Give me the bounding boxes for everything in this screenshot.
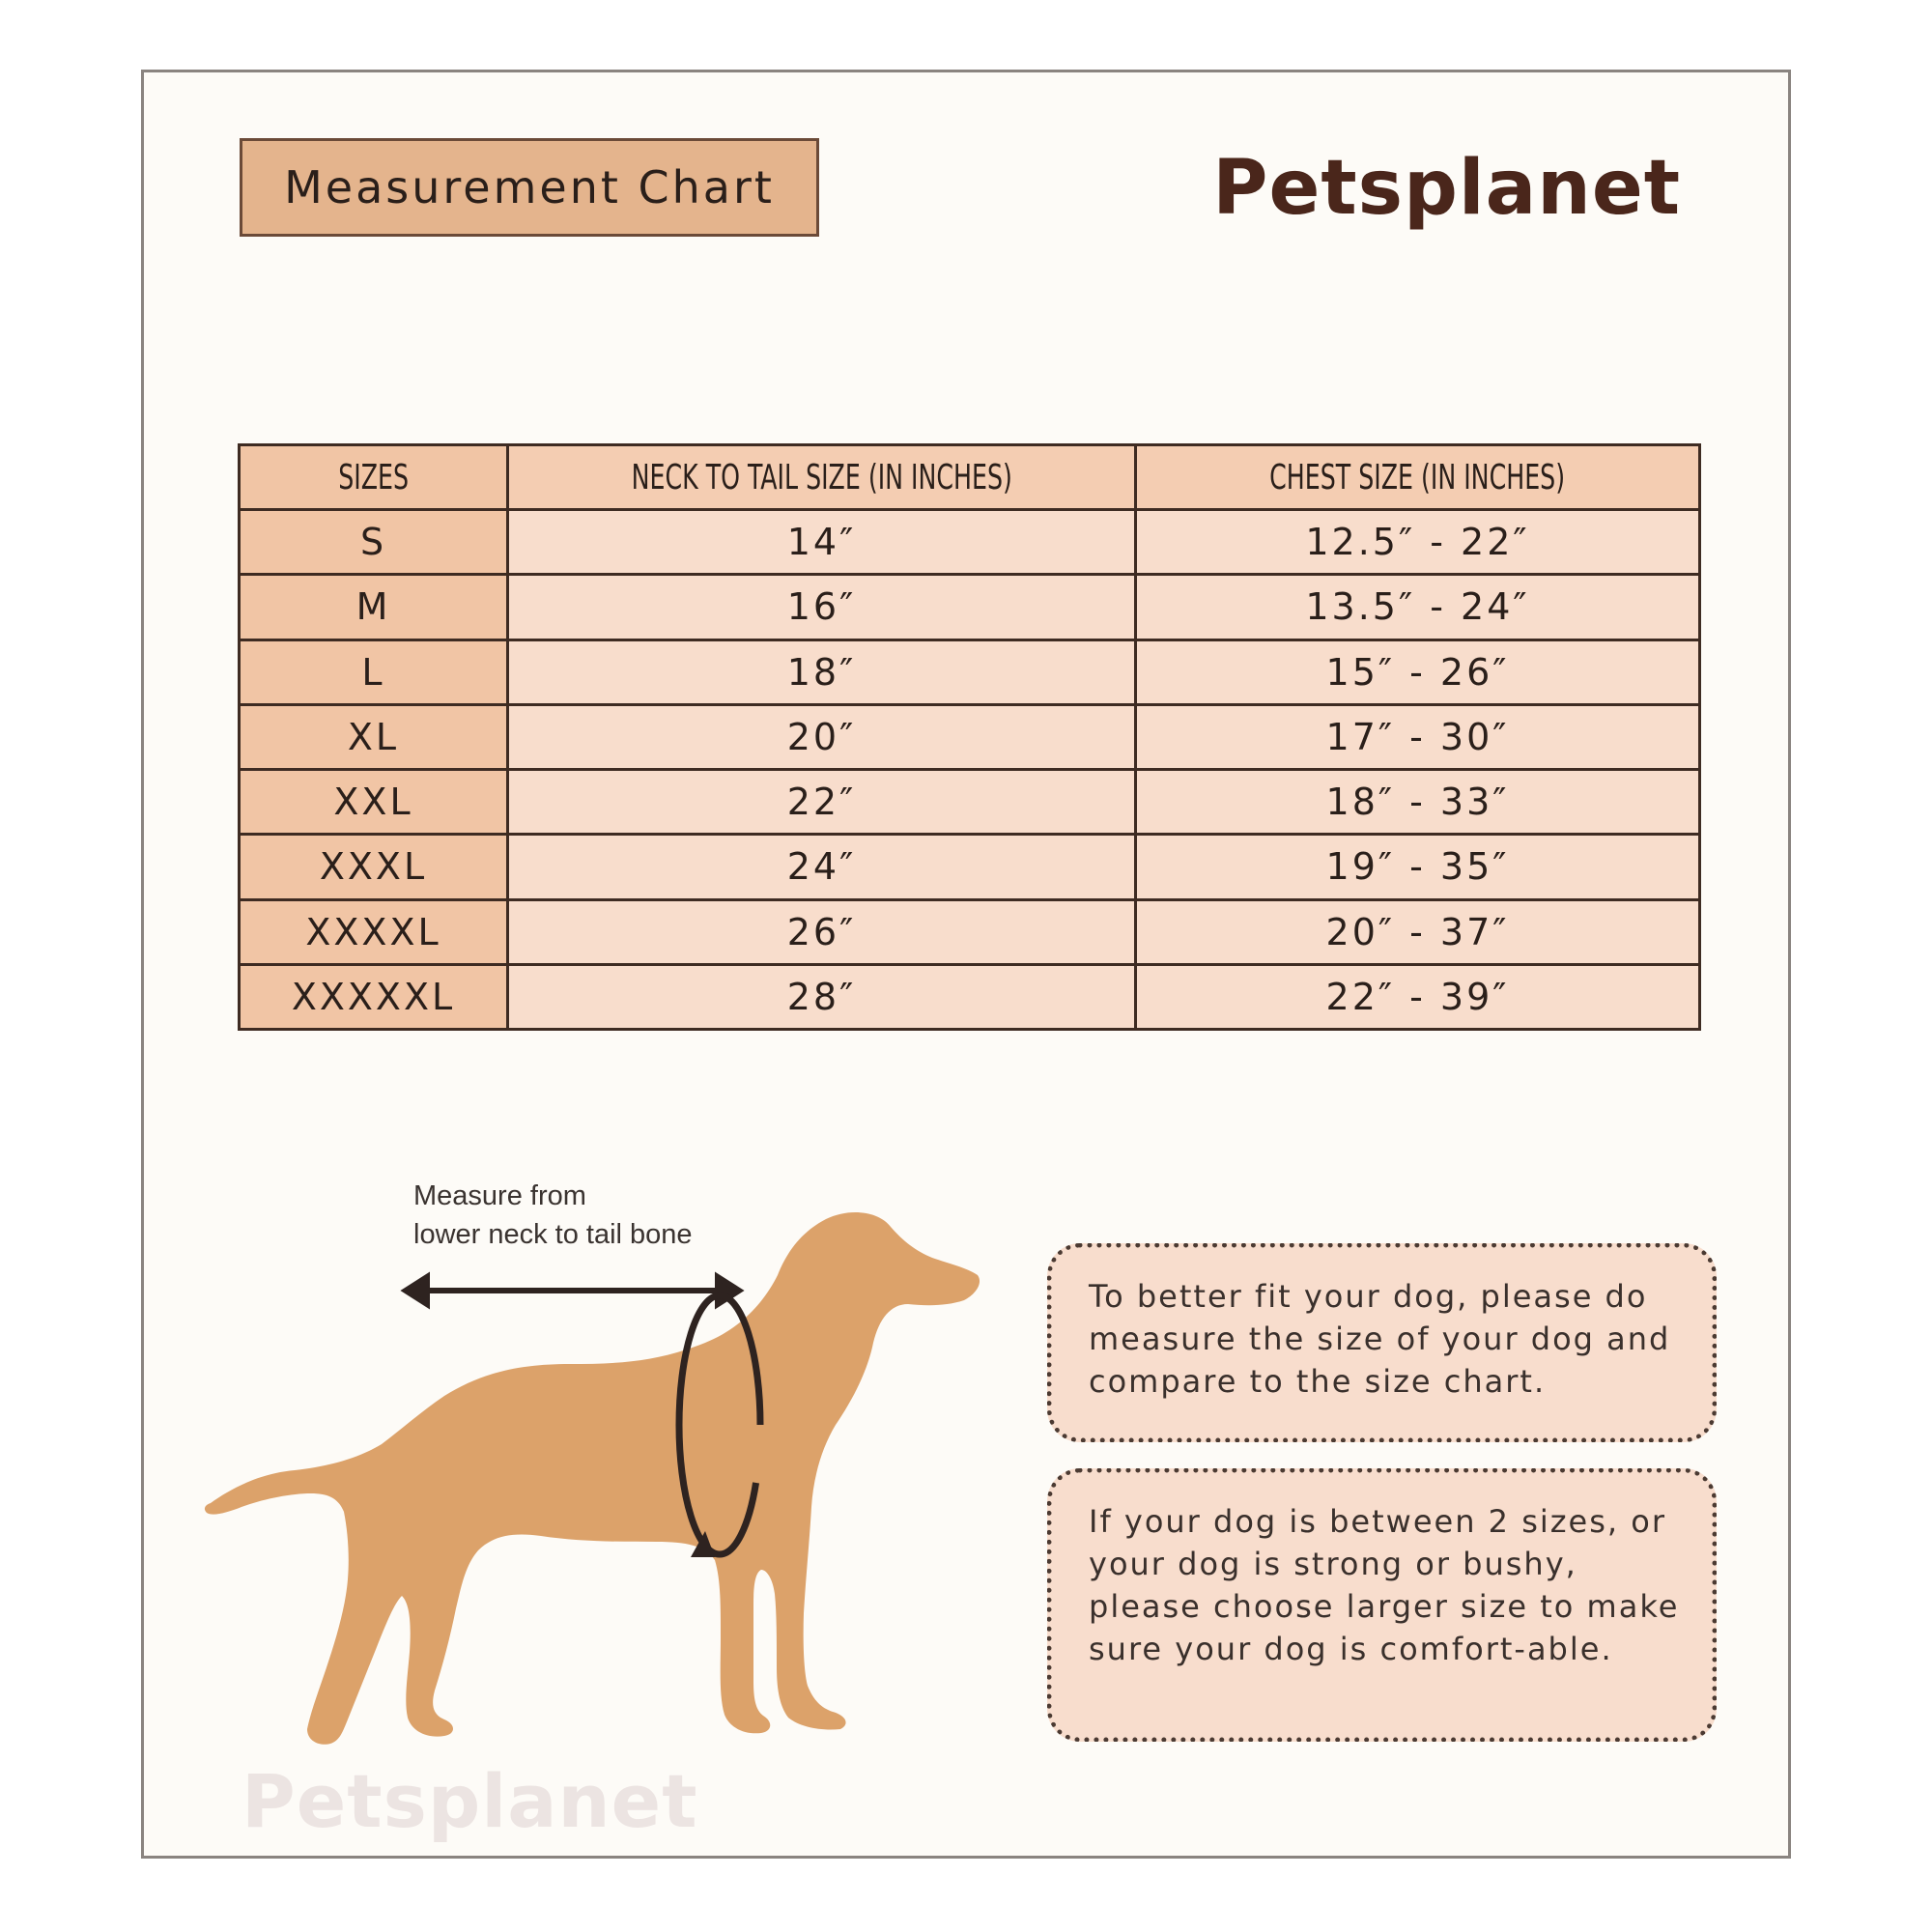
neck-to-tail-cell: 18″: [508, 639, 1136, 704]
chest-cell: 17″ - 30″: [1136, 704, 1700, 769]
neck-to-tail-cell: 14″: [508, 510, 1136, 575]
size-cell: S: [240, 510, 508, 575]
double-arrow-icon: [406, 1277, 739, 1304]
header-chest: CHEST SIZE (IN INCHES): [1136, 445, 1700, 510]
measure-instruction-line1: Measure from: [413, 1180, 586, 1211]
size-table: [238, 443, 1701, 1031]
measure-instruction-line2: lower neck to tail bone: [413, 1219, 693, 1250]
chest-cell: 19″ - 35″: [1136, 835, 1700, 899]
header-sizes: SIZES: [240, 445, 508, 510]
size-cell: XXXL: [240, 835, 508, 899]
neck-to-tail-cell: 26″: [508, 899, 1136, 964]
table-row: [240, 510, 1700, 575]
header-neck-to-tail: NECK TO TAIL SIZE (IN INCHES): [508, 445, 1136, 510]
table-row: [240, 964, 1700, 1029]
page-title: Measurement Chart: [240, 138, 819, 237]
neck-to-tail-cell: 24″: [508, 835, 1136, 899]
size-cell: XXXXL: [240, 899, 508, 964]
table-body: [240, 510, 1700, 1030]
neck-to-tail-cell: 16″: [508, 575, 1136, 639]
size-cell: L: [240, 639, 508, 704]
neck-to-tail-cell: 22″: [508, 770, 1136, 835]
size-cell: XL: [240, 704, 508, 769]
neck-to-tail-cell: 28″: [508, 964, 1136, 1029]
table-row: [240, 575, 1700, 639]
size-cell: XXXXXL: [240, 964, 508, 1029]
chest-cell: 13.5″ - 24″: [1136, 575, 1700, 639]
chest-cell: 22″ - 39″: [1136, 964, 1700, 1029]
table-row: [240, 639, 1700, 704]
chest-cell: 15″ - 26″: [1136, 639, 1700, 704]
table-row: [240, 835, 1700, 899]
chest-cell: 12.5″ - 22″: [1136, 510, 1700, 575]
size-cell: M: [240, 575, 508, 639]
brand-logo: Petsplanet: [1212, 145, 1681, 232]
size-advice-note: If your dog is between 2 sizes, or your dog is strong or bushy, please choose larger size to make sure your dog is comfort-able.: [1047, 1468, 1717, 1742]
table-header-row: [240, 445, 1700, 510]
neck-to-tail-cell: 20″: [508, 704, 1136, 769]
dog-diagram: [203, 1198, 1014, 1758]
table-row: [240, 704, 1700, 769]
size-cell: XXL: [240, 770, 508, 835]
chest-cell: 18″ - 33″: [1136, 770, 1700, 835]
brand-watermark: Petsplanet: [242, 1758, 698, 1844]
fit-tip-note: To better fit your dog, please do measure the size of your dog and compare to the size chart.: [1047, 1243, 1717, 1442]
chest-cell: 20″ - 37″: [1136, 899, 1700, 964]
table-row: [240, 899, 1700, 964]
table-row: [240, 770, 1700, 835]
